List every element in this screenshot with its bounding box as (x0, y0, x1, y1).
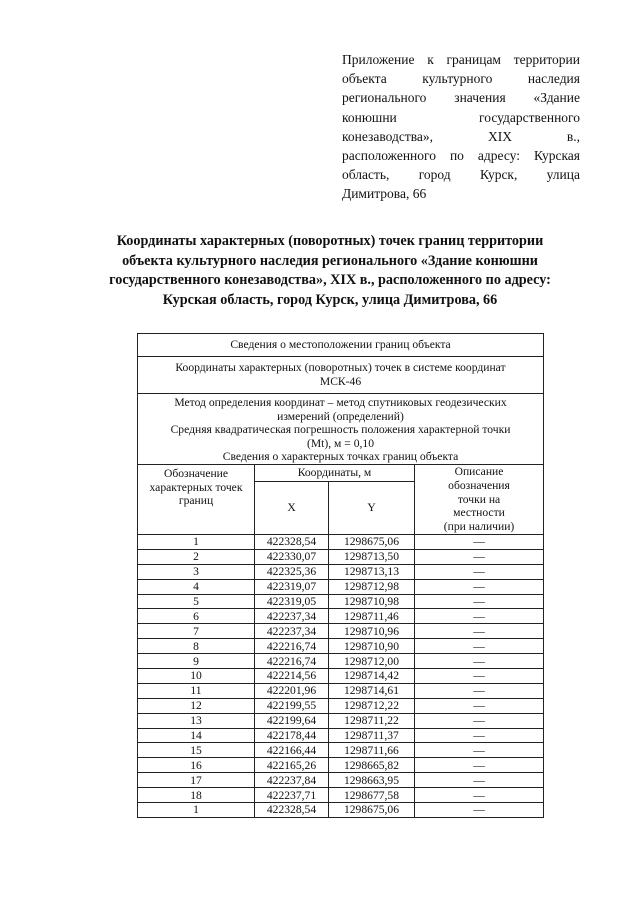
x-coordinate-cell: 422237,34 (255, 609, 329, 624)
description-cell: — (415, 624, 544, 639)
y-coordinate-cell: 1298710,96 (329, 624, 415, 639)
x-coordinate-cell: 422237,34 (255, 624, 329, 639)
description-cell: — (415, 639, 544, 654)
point-number-cell: 8 (138, 639, 255, 654)
description-cell: — (415, 654, 544, 669)
header-y: Y (329, 481, 415, 534)
appendix-line: Приложение к границам территории (342, 52, 580, 67)
appendix-line: область, город Курск, улица (342, 167, 580, 183)
appendix-line: регионального значения «Здание (342, 90, 580, 106)
appendix-line: Димитрова, 66 (342, 186, 427, 202)
x-coordinate-cell: 422216,74 (255, 654, 329, 669)
table-row (138, 609, 544, 624)
y-coordinate-cell: 1298713,13 (329, 564, 415, 579)
x-coordinate-cell: 422237,71 (255, 788, 329, 803)
description-cell: — (415, 683, 544, 698)
table-row (138, 698, 544, 713)
table-row (138, 728, 544, 743)
description-cell: — (415, 773, 544, 788)
y-coordinate-cell: 1298665,82 (329, 758, 415, 773)
description-cell: — (415, 564, 544, 579)
y-coordinate-cell: 1298677,58 (329, 788, 415, 803)
method-line: Метод определения координат – метод спутниковых геодезических (174, 396, 507, 409)
table-row (138, 549, 544, 564)
header-designation (138, 464, 255, 534)
x-coordinate-cell: 422237,84 (255, 773, 329, 788)
table-row (138, 773, 544, 788)
description-cell: — (415, 579, 544, 594)
appendix-note (342, 50, 580, 204)
y-coordinate-cell: 1298710,98 (329, 594, 415, 609)
y-coordinate-cell: 1298711,37 (329, 728, 415, 743)
header-description-line: местности (453, 506, 505, 520)
appendix-line: конезаводства», XIX в., (342, 128, 580, 144)
table-row (138, 713, 544, 728)
point-number-cell: 12 (138, 698, 255, 713)
description-cell: — (415, 743, 544, 758)
y-coordinate-cell: 1298711,22 (329, 713, 415, 728)
y-coordinate-cell: 1298712,22 (329, 698, 415, 713)
appendix-line: расположенного по адресу: Курская (342, 148, 580, 164)
point-number-cell: 6 (138, 609, 255, 624)
x-coordinate-cell: 422199,55 (255, 698, 329, 713)
y-coordinate-cell: 1298675,06 (329, 803, 415, 818)
coordinate-system-line: Координаты характерных (поворотных) точек в системе координат (175, 361, 506, 375)
y-coordinate-cell: 1298713,50 (329, 549, 415, 564)
header-description-line: точки на (457, 492, 501, 506)
point-number-cell: 11 (138, 683, 255, 698)
coordinate-system-cell (138, 357, 544, 394)
header-designation-line: характерных точек (149, 480, 243, 494)
x-coordinate-cell: 422201,96 (255, 683, 329, 698)
header-description (415, 464, 544, 534)
method-line: Сведения о характерных точках границ объекта (222, 450, 459, 464)
title-line: государственного конезаводства», XIX в., расположенного по адресу: (109, 272, 551, 288)
title-line: объекта культурного наследия регионального «Здание конюшни (122, 252, 538, 269)
header-designation-line: границ (178, 494, 214, 508)
header-description-line: обозначения (448, 479, 510, 493)
x-coordinate-cell: 422330,07 (255, 549, 329, 564)
x-coordinate-cell: 422166,44 (255, 743, 329, 758)
x-coordinate-cell: 422328,54 (255, 803, 329, 818)
y-coordinate-cell: 1298710,90 (329, 639, 415, 654)
header-description-line: (при наличии) (443, 519, 515, 533)
point-number-cell: 1 (138, 534, 255, 549)
point-number-cell: 3 (138, 564, 255, 579)
table-row (138, 654, 544, 669)
table-row (138, 668, 544, 683)
coordinates-table (137, 333, 544, 818)
description-cell: — (415, 713, 544, 728)
x-coordinate-cell: 422328,54 (255, 534, 329, 549)
y-coordinate-cell: 1298711,66 (329, 743, 415, 758)
method-line: Средняя квадратическая погрешность положения характерной точки (170, 423, 511, 437)
description-cell: — (415, 668, 544, 683)
title-line: Координаты характерных (поворотных) точек границ территории (116, 233, 544, 249)
description-cell: — (415, 534, 544, 549)
y-coordinate-cell: 1298663,95 (329, 773, 415, 788)
point-number-cell: 7 (138, 624, 255, 639)
y-coordinate-cell: 1298711,46 (329, 609, 415, 624)
y-coordinate-cell: 1298675,06 (329, 534, 415, 549)
point-number-cell: 5 (138, 594, 255, 609)
table-row (138, 743, 544, 758)
table-row (138, 534, 544, 549)
description-cell: — (415, 788, 544, 803)
document-title (80, 232, 580, 310)
x-coordinate-cell: 422319,07 (255, 579, 329, 594)
x-coordinate-cell: 422325,36 (255, 564, 329, 579)
method-line: (Mt), м = 0,10 (307, 436, 375, 450)
location-info-cell: Сведения о местоположении границ объекта (138, 334, 544, 357)
coordinate-system-line: МСК-46 (319, 375, 362, 388)
appendix-line: конюшни государственного (342, 109, 580, 125)
description-cell: — (415, 803, 544, 818)
y-coordinate-cell: 1298712,98 (329, 579, 415, 594)
y-coordinate-cell: 1298714,61 (329, 683, 415, 698)
header-description-line: Описание (454, 465, 504, 479)
x-coordinate-cell: 422165,26 (255, 758, 329, 773)
point-number-cell: 17 (138, 773, 255, 788)
table-row (138, 758, 544, 773)
description-cell: — (415, 594, 544, 609)
description-cell: — (415, 728, 544, 743)
point-number-cell: 4 (138, 579, 255, 594)
table-row (138, 624, 544, 639)
appendix-line: объекта культурного наследия (342, 71, 580, 87)
description-cell: — (415, 698, 544, 713)
point-number-cell: 1 (138, 803, 255, 818)
point-number-cell: 9 (138, 654, 255, 669)
table-row (138, 564, 544, 579)
description-cell: — (415, 549, 544, 564)
description-cell: — (415, 609, 544, 624)
x-coordinate-cell: 422199,64 (255, 713, 329, 728)
description-cell: — (415, 758, 544, 773)
point-number-cell: 10 (138, 668, 255, 683)
method-info-cell (138, 394, 544, 465)
x-coordinate-cell: 422178,44 (255, 728, 329, 743)
table-row (138, 639, 544, 654)
table-row (138, 803, 544, 818)
point-number-cell: 16 (138, 758, 255, 773)
table-row (138, 594, 544, 609)
point-number-cell: 13 (138, 713, 255, 728)
point-number-cell: 18 (138, 788, 255, 803)
point-number-cell: 14 (138, 728, 255, 743)
header-coordinates: Координаты, м (255, 464, 415, 481)
header-x: X (255, 481, 329, 534)
x-coordinate-cell: 422216,74 (255, 639, 329, 654)
x-coordinate-cell: 422319,05 (255, 594, 329, 609)
point-number-cell: 2 (138, 549, 255, 564)
table-row (138, 683, 544, 698)
header-designation-line: Обозначение (163, 466, 229, 480)
y-coordinate-cell: 1298712,00 (329, 654, 415, 669)
x-coordinate-cell: 422214,56 (255, 668, 329, 683)
y-coordinate-cell: 1298714,42 (329, 668, 415, 683)
point-number-cell: 15 (138, 743, 255, 758)
table-row (138, 788, 544, 803)
table-row (138, 579, 544, 594)
method-line: измерений (определений) (277, 409, 404, 423)
title-line: Курская область, город Курск, улица Димитрова, 66 (162, 291, 498, 308)
